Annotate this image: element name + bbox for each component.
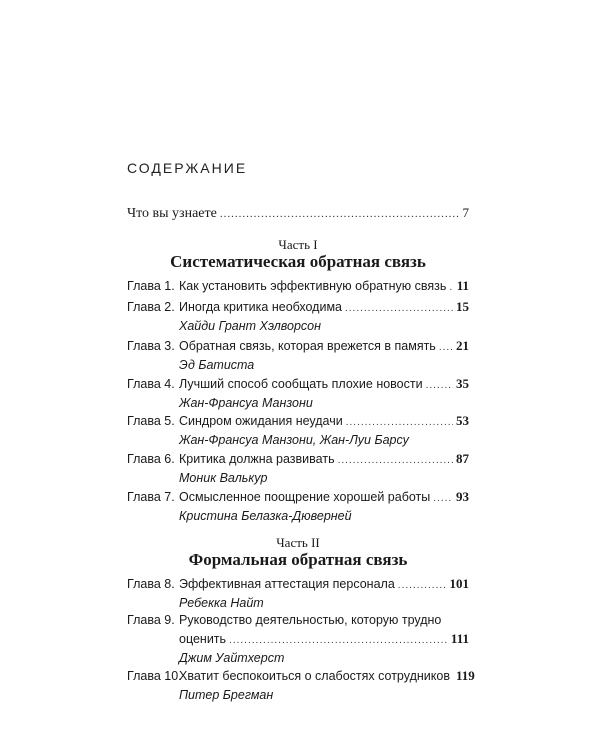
leader-dots: [398, 580, 447, 591]
chapter-2: [127, 299, 469, 333]
chapter-5: [127, 413, 469, 447]
leader-dots: [346, 417, 453, 428]
chapter-author: Жан-Франсуа Манзони: [179, 396, 313, 410]
chapter-title-line-1: Руководство деятельностью, которую трудно: [179, 613, 442, 627]
leader-dots: [426, 380, 453, 391]
intro-label: Что вы узнаете: [127, 206, 217, 221]
chapter-number: Глава 2.: [127, 300, 175, 314]
chapter-author: Кристина Белазка-Дюверней: [179, 509, 352, 523]
chapter-title: Обратная связь, которая врежется в память: [179, 339, 436, 353]
leader-dots: [449, 282, 453, 293]
chapter-4: [127, 376, 469, 410]
chapter-9: [127, 613, 469, 665]
chapter-page: 11: [456, 278, 469, 293]
chapter-page: 15: [456, 299, 469, 314]
chapter-author: Жан-Франсуа Манзони, Жан-Луи Барсу: [179, 433, 409, 447]
chapter-6: [127, 451, 469, 485]
chapter-page: 119: [455, 668, 475, 683]
chapter-7: [127, 489, 469, 523]
part-1-label: Часть I: [278, 237, 318, 252]
chapter-author: Джим Уайтхерст: [179, 651, 285, 665]
chapter-number: Глава 9.: [127, 613, 175, 627]
chapter-title: Осмысленное поощрение хорошей работы: [179, 490, 431, 504]
chapter-10: [127, 668, 475, 702]
chapter-title: оценить: [179, 632, 227, 646]
part-2-title: Формальная обратная связь: [188, 550, 408, 569]
leader-dots: [433, 493, 453, 504]
chapter-author: Питер Брегман: [179, 688, 274, 702]
chapter-number: Глава 3.: [127, 339, 175, 353]
chapter-number: Глава 5.: [127, 414, 175, 428]
chapter-page: 21: [456, 338, 469, 353]
chapter-author: Ребекка Найт: [179, 596, 264, 610]
chapter-title: Как установить эффективную обратную связь: [179, 279, 447, 293]
chapter-page: 101: [449, 576, 469, 591]
chapter-page: 35: [456, 376, 469, 391]
toc-title: СОДЕРЖАНИЕ: [127, 160, 248, 176]
chapter-number: Глава 8.: [127, 577, 175, 591]
chapter-title: Синдром ожидания неудачи: [179, 414, 343, 428]
chapter-number: Глава 1.: [127, 279, 175, 293]
part-2-label: Часть II: [276, 535, 320, 550]
chapter-number: Глава 6.: [127, 452, 175, 466]
chapter-page: 87: [456, 451, 469, 466]
chapter-author: Моник Валькур: [179, 471, 268, 485]
chapter-page: 93: [456, 489, 469, 504]
chapter-title: Критика должна развивать: [179, 452, 335, 466]
leader-dots: [229, 635, 448, 646]
leader-dots: [338, 455, 453, 466]
leader-dots: [439, 342, 453, 353]
chapter-number: Глава 7.: [127, 490, 175, 504]
leader-dots: [220, 208, 460, 220]
leader-dots: [345, 303, 453, 314]
chapter-title: Иногда критика необходима: [179, 300, 342, 314]
chapter-title: Хватит беспокоиться о слабостях сотрудников: [179, 669, 450, 683]
part-1-title: Систематическая обратная связь: [170, 252, 426, 271]
intro-entry: [127, 205, 469, 222]
chapter-page: 111: [450, 631, 469, 646]
chapter-title: Лучший способ сообщать плохие новости: [179, 377, 423, 391]
chapter-author: Хайди Грант Хэлворсон: [179, 319, 321, 333]
chapter-number: Глава 10.: [127, 669, 182, 683]
chapter-title: Эффективная аттестация персонала: [179, 577, 395, 591]
chapter-1: [127, 278, 469, 294]
chapter-page: 53: [456, 413, 469, 428]
chapter-author: Эд Батиста: [179, 358, 255, 372]
intro-page: 7: [462, 205, 469, 220]
chapter-8: [127, 576, 469, 610]
chapter-3: [127, 338, 469, 372]
chapter-number: Глава 4.: [127, 377, 175, 391]
